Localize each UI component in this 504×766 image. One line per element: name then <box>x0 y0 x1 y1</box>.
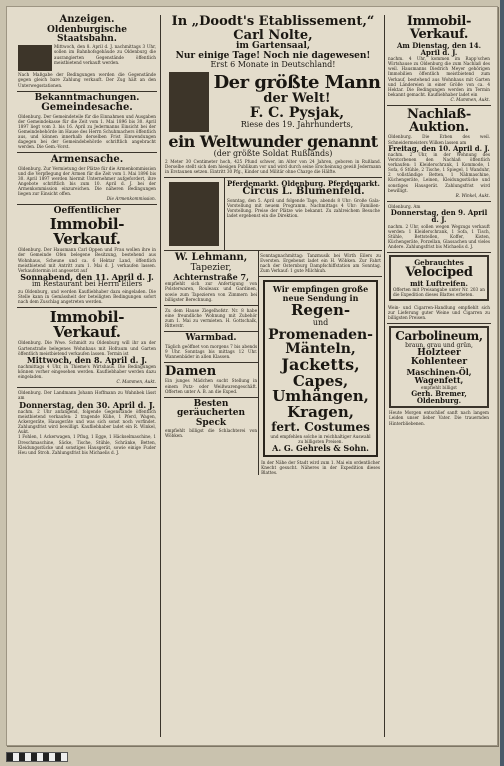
horse-rider-image <box>169 182 219 246</box>
ad-item: Holzteer <box>417 347 461 358</box>
ad-location: im Restaurant bei Herrn Eilers <box>31 280 143 289</box>
ad-tagline: neue Sendung in <box>282 293 359 304</box>
ad-rooms: Zu dem Hause Ziegelhofstr. Nr. 8 habe eine freundliche Wohnung mit Zubehör zum 1. Mai zu vermieten. H. Gottschalk, Ritterstr. <box>164 306 258 332</box>
ad-signature: R. Winkel, Aukt. <box>455 192 490 198</box>
column-left <box>17 13 157 739</box>
ad-estate-auction: Nachlaß-Auktion. Oldenburg. Die Erben des weil. Schneidermeisters Wilken lassen am Freitag, den 10. April d. J. nachm. 2 Uhr, in der Wohnung des Verstorbenen den Nachlaß öffentlich verkaufen: 1 Kleiderschrank, 1 Kommode, 1 Sofa, 6 Stühle, 2 Tische, 1 Spiegel, 1 Wanduhr, 2 vollständige Betten, 1 Nähmaschine, Küchengeräte, Leinen, Kleidungsstücke und sonstiges Hausgerät. Zahlungsfrist wird bewilligt. R. Winkel, Aukt. <box>387 106 491 202</box>
column-rule <box>160 15 161 737</box>
ad-title: Carbolineum, <box>395 329 483 344</box>
ad-signature: Die Armenkommission. <box>106 196 156 202</box>
scan-margin <box>0 750 504 766</box>
ad-municipal: Bekanntmachungen. Gemeindesache. Oldenburg. Der Gemeindeteile für die Einnahmen und Ausgaben der Gemeindekasse für die Zeit vom 1. Mai 1896 bis 30. April 1897 liegt vom 3. bis 16. April zu Jedermanns Einsicht bei der Gemeindebehörde im Hause des Herrn Schuhmachers öffentlich aus, und können innerhalb derselben Frist Einwendungen dagegen bei der Gemeindebehörde schriftlich angebracht werden. Die Gem.-Vorst. <box>17 92 157 154</box>
ad-title: Nachlaß-Auktion. <box>407 106 471 136</box>
ad-title: Armensache. <box>50 154 124 166</box>
ad-tagline: Nur einige Tage! Noch nie dagewesen! <box>175 50 371 61</box>
ad-warmbad: Warmbad. Täglich geöffnet von morgens 7 bis abends 9 Uhr. Sonntags bis mittags 12 Uhr. Wannenbäder in allen Klassen. <box>164 332 258 363</box>
ad-small-notice: Wein- und Cigarren-Handlung empfiehlt sich zur Lieferung guter Weine und Cigarren zu billigsten Preisen. <box>387 303 491 324</box>
ad-title: Immobil-Verkauf. <box>406 14 472 43</box>
ad-item: Kragen, <box>287 403 354 422</box>
ad-item: Maschinen-Öl, <box>406 366 472 377</box>
ad-item: Regen- <box>290 301 351 319</box>
ad-tagline: Wir empfingen große <box>272 284 369 295</box>
ad-title: Bekanntmachungen. <box>34 92 140 103</box>
locomotive-image <box>18 45 52 71</box>
ad-item: Kohlenteer <box>410 357 468 368</box>
scan-edge <box>500 0 504 766</box>
ad-date: Am Dienstag, den 14. April d. J. <box>396 40 482 57</box>
ad-title: W. Lehmann, <box>174 252 248 264</box>
ad-title: Warmbad. <box>185 333 237 344</box>
ad-property-sale-2: Immobil-Verkauf. Oldenburg. Die Wwe. Schmidt zu Oldenburg will ihr an der Gartenstraße belegenes Wohnhaus mit Hofraum und Garten öffentlich meistbietend verkaufen lassen. Termin ist Mittwoch, den 8. April d. J. nachmittags 4 Uhr, in Thieme's Wirtshaus. Die Bedingungen können vorher eingesehen werden. Kaufliebhaber werden dazu eingeladen. C. Mammen, Aukt. <box>17 308 157 389</box>
ad-title: Velociped <box>405 265 473 281</box>
ad-date: Donnerstag, den 9. April d. J. <box>390 207 488 225</box>
ad-upholsterer: W. Lehmann, Tapezier, Achternstraße 7, empfiehlt sich zur Anfertigung von Polsterwaren, Rouleaux und Gardinen, sowie zum Tapezieren von Zimmern bei billigster Berechnung. <box>164 251 258 306</box>
color-scale-bar <box>6 752 68 762</box>
ad-auction-livestock: Oldenburg. Der Landmann Johann Hoffmann zu Wahnbek lässt am Donnerstag, den 30. April d. J. nachm. 2 Uhr anfangend, folgende Gegenstände öffentlich meistbietend verkaufen: 2 tragende Kühe, 1 Pferd, Wagen, Ackergeräte, Hausgeräte und was sich sonst noch vorfindet. Zahlungsfrist wird bewilligt. Kaufliebhaber ladet ein R. Winkel, Aukt. 1 Fohlen, 1 Ackerwagen, 1 Pflug, 1 Egge, 1 Häckselmaschine, 1 Dreschmaschine, Säcke, Tische, Stühle, Schränke, Betten, Kleidungsstücke und sonstiges Hausgerät, sowie einige Fuder Heu und Stroh. Zahlungsfrist bis Michaelis d. J. <box>18 390 156 455</box>
ad-signature: C. Mammen, Aukt. <box>116 379 156 385</box>
ad-tagline: (der größte Soldat Rußlands) <box>213 148 333 158</box>
column-right: Immobil-Verkauf. Am Dienstag, den 14. April d. J. nachm. 4 Uhr, kommen im Rapp'schen Wirtshause zu Oldenburg die zum Nachlaß des weil. Hausmanns Diedrich Meyer gehörigen Immobilien öffentlich meistbietend zum Verkauf, bestehend aus Wohnhaus mit Garten und Ländereien in einer Größe von ca. 4 Hektar. Die Bedingungen werden im Termin bekannt gemacht. Kaufliebhaber ladet ein C. Mammen, Aukt. Nachlaß-Auktion. Oldenburg. Die Erben des weil. Schneidermeisters Wilken lassen am Freitag, den 10. April d. J. nachm. 2 Uhr, in der Wohnung des Verstorbenen den Nachlaß öffentlich verkaufen: 1 Kleiderschrank, 1 Kommode, 1 Sofa, 6 Stühle, 2 Tische, 1 Spiegel, 1 Wanduhr, 2 vollständige Betten, 1 Nähmaschine, Küchengeräte, Leinen, Kleidungsstücke und sonstiges Hausgerät. Zahlungsfrist wird bewilligt. R. Winkel, Aukt. Oldenburg. Am Donnerstag, den 9. April d. J. nachm. 2 Uhr, sollen wegen Wegzugs verkauft werden: 1 Kleiderschrank, 1 Sofa, 1 Tisch, Stühle, Bettstellen, Koffer, Kisten, Küchengeräte, Porzellan, Glassachen und vieles Andere. Zahlungsfrist bis Michaelis d. J. Gebrauchtes Velociped mit Luftreifen. Offerten mit Preisangabe unter Nr. 203 an die Expedition dieses Blattes erbeten. Wein- und Cigarren-Handlung empfiehlt sich zur Lieferung guter Weine und Cigarren zu billigsten Preisen. Carbolineum, braun, grau und grün, Holzteer Kohlenteer Maschinen-Öl, Wagenfett, empfiehlt billigst Gerh. Bremer, Oldenburg. Heute Morgen entschlief sanft nach langem Leiden unser lieber Vater. Die trauernden Hinterbliebenen. <box>388 14 490 426</box>
ad-big-title: ein Weltwunder genannt <box>168 131 378 151</box>
ad-item: Wagenfett, <box>414 375 464 386</box>
ad-date: Freitag, den 10. April d. J. <box>388 143 490 153</box>
ad-item: fert. Costumes <box>271 419 370 434</box>
ad-item: braun, grau und grün, <box>405 341 473 349</box>
ad-clothing: Wir empfingen große neue Sendung in Regen- und Promenaden- Mänteln, Jacketts, Capes, Umhängen, Kragen, fert. Costumes und empfehlen solche in reichhaltiger Auswahl zu billigsten Preisen. A. G. Gehrels & Sohn. <box>263 280 378 457</box>
ad-date: Mittwoch, den 8. April d. J. <box>26 354 148 365</box>
ad-title: Immobil-Verkauf. <box>49 214 125 249</box>
ad-subtitle: Oldenburgische Staatsbahn. <box>47 24 127 44</box>
ad-item: Capes, <box>292 371 349 390</box>
ad-person-name: F. C. Pysjak, <box>249 105 345 122</box>
ad-horse-illustration <box>164 178 225 250</box>
ad-notices: Sonntagnachmittag: Tanzmusik bei Wirth Eilers zu Eversten. Ergebenst ladet ein H. Wöbken. Zur Fahrt nach der Osternburg Dampfschiffstation am Sonntag. Zum Verkauf: 1 gute Milchkuh. <box>259 251 382 277</box>
ad-location: im Gartensaal, <box>235 41 311 52</box>
ad-subtitle: Gemeindesache. <box>41 102 133 114</box>
ad-item: Promenaden- <box>268 326 373 343</box>
ad-subtitle: Oeffentlicher <box>53 206 121 217</box>
column-rule <box>384 15 385 737</box>
ad-item: Jacketts, <box>281 354 360 374</box>
ad-item: und <box>312 317 329 327</box>
ad-headline: In „Doodt's Etablissement,“ Carl Nolte, <box>171 14 375 43</box>
ad-tagline: Gebrauchtes <box>414 257 464 267</box>
ad-velocipede: Gebrauchtes Velociped mit Luftreifen. Offerten mit Preisangabe unter Nr. 203 an die Expedition dieses Blattes erbeten. <box>389 255 489 301</box>
ad-tagline: Erst 6 Monate in Deutschland! <box>210 60 336 70</box>
column-middle: In „Doodt's Etablissement,“ Carl Nolte, im Gartensaal, Nur einige Tage! Noch nie dagewesen! Erst 6 Monate in Deutschland! Der größte Mann der Welt! F. C. Pysjak, Riese des 19. Jahrhunderts, ein Weltwunder genannt (der größte Soldat Rußlands) 2 Meter 30 Centimeter hoch, 425 Pfund schwer, im Alter von 24 Jahren, geboren in Rußland. Derselbe stellt sich dem hiesigen Publikum vor und wird durch seine Erscheinung gewiß Jedermann in Erstaunen setzen. Eintritt 30 Pfg., Kinder und Militär ohne Charge die Hälfte. Pferdemarkt. Oldenburg. Pferdemarkt. Circus L. Blumenfeld. Sonntag, den 5. April und folgende Tage, abends 8 Uhr: Große Gala-Vorstellung mit neuem Programm. Nachmittags 4 Uhr: Familien-Vorstellung. Preise der Plätze wie bekannt. Zu zahlreichem Besuche ladet ergebenst ein die Direktion. W. Lehmann, Tapezier, Achternstraße 7, empfiehlt sich zur Anfertigung von Polsterwaren, Rouleaux und Gardinen, sowie zum Tapezieren von Zimmern bei billigster Berechnung. Zu dem Hause Ziegelhofstr. Nr. 8 habe eine freundliche Wohnung mit Zubehör zum 1. Mai zu vermieten. H. Gottschalk, Ritterstr. Warmbad. Täglich geöffnet von morgens 7 bis abends 9 Uhr. Sonntags bis mittags 12 Uhr. Wannenbäder in allen Klassen. Damen Ein junges Mädchen sucht Stellung in einem Putz- oder Weißwarengeschäft. Offerten unter A. B. an die Exped. Besten geräucherten Speck empfiehlt billigst die Schlachterei von Wöbken. Sonntagnachmittag: Tanzmusik bei Wirth Eilers zu Eversten. Ergebenst ladet ein H. Wöbken. Zur Fahrt nach der Osternburg Dampfschiffstation am Sonntag. Zum Verkauf: 1 gute Milchkuh. Wir empfingen große neue Sendung in Regen- und Promenaden- Mänteln, Jacketts, Capes, Umhängen, Kragen, fert. Costumes und empfehlen solche in reichhaltiger Auswahl zu billigsten Preisen. A. G. Gehrels & Sohn. In der Nähe der Stadt wird zum 1. Mai ein ordentlicher Knecht gesucht. Näheres in der Expedition dieses Blattes. <box>165 14 381 476</box>
ad-big-title: Der größte Mann <box>213 72 381 94</box>
ad-tagline: mit Luftreifen. <box>410 278 468 288</box>
ad-firm: A. G. Gehrels & Sohn. <box>272 442 369 453</box>
ad-title: Besten geräucherten Speck <box>177 398 246 428</box>
ad-address: Achternstraße 7, <box>173 271 249 282</box>
ad-giant: In „Doodt's Etablissement,“ Carl Nolte, im Gartensaal, Nur einige Tage! Noch nie dagewesen! Erst 6 Monate in Deutschland! Der größte Mann der Welt! F. C. Pysjak, Riese des 19. Jahrhunderts, ein Weltwunder genannt (der größte Soldat Rußlands) 2 Meter 30 Centimeter hoch, 425 Pfund schwer, im Alter von 24 Jahren, geboren in Rußland. Derselbe stellt sich dem hiesigen Publikum vor und wird durch seine Erscheinung gewiß Jedermann in Erstaunen setzen. Eintritt 30 Pfg., Kinder und Militär ohne Charge die Hälfte. <box>164 13 382 178</box>
ad-big-subtitle: der Welt! <box>263 91 331 107</box>
ad-item: Umhängen, <box>272 387 369 406</box>
ad-bacon: Besten geräucherten Speck empfiehlt billigst die Schlachterei von Wöbken. <box>165 398 258 439</box>
ad-railway: Anzeigen. Oldenburgische Staatsbahn. Mittwoch, den 8. April d. J. nachmittags 3 Uhr, sollen im Bahnhofsgebäude zu Oldenburg die ausrangierten Gegenstände öffentlich meistbietend verkauft werden. Nach Maßgabe der Bedingungen werden die Gegenstände gegen gleich bare Zahlung verkauft. Der Zug hält an den Unterwegsstationen. <box>17 13 157 92</box>
ad-item: Mänteln, <box>285 341 356 358</box>
ad-title: Immobil-Verkauf. <box>49 307 125 342</box>
ad-tagline: Riese des 19. Jahrhunderts, <box>240 119 354 129</box>
ad-property-sale-1: Oeffentlicher Immobil-Verkauf. Oldenburg. Der Hausmann Carl Oppen und Frau wollen ihre in der Gemeinde Ofen belegene Besitzung, bestehend aus Wohnhaus, Scheune und ca. 6 Hektar Land, öffentlich meistbietend mit Antritt zum 1. Mai d. J. verkaufen lassen. Verkaufstermin ist angesetzt auf Sonnabend, den 11. April d. J. im Restaurant bei Herrn Eilers zu Oldenburg, und werden Kaufliebhaber dazu eingeladen. Die Stelle kann in Gemässheit der beteiligten Bedingungen sofort nach dem Zuschlag angetreten werden. <box>17 205 157 308</box>
ad-firm: Gerh. Bremer, Oldenburg. <box>411 388 467 405</box>
ad-carbolineum: Carbolineum, braun, grau und grün, Holzteer Kohlenteer Maschinen-Öl, Wagenfett, empfiehlt billigst Gerh. Bremer, Oldenburg. <box>389 326 489 408</box>
newspaper-sheet <box>6 6 498 746</box>
ad-date: Donnerstag, den 30. April d. J. <box>19 399 155 410</box>
ad-poor-relief: Armensache. Oldenburg. Zur Vermietung der Plätze für die Armenkommission und die Verpflegung der Armen für die Zeit vom 1. Mai 1896 bis 30. April 1897 werden hiermit Unternehmer aufgefordert, ihre Angebote schriftlich bis zum 10. April d. J. bei der Armenkommission einzureichen. Die näheren Bedingungen liegen zur Einsicht offen. Die Armenkommission. <box>17 153 157 205</box>
ad-title: Anzeigen. <box>59 14 115 25</box>
ad-title: Circus L. Blumenfeld. <box>242 186 365 198</box>
ad-title: Damen <box>165 363 217 379</box>
giant-image <box>169 72 209 132</box>
ad-damen: Damen Ein junges Mädchen sucht Stellung in einem Putz- oder Weißwarengeschäft. Offerten unter A. B. an die Exped. <box>164 363 258 398</box>
ad-circus: Pferdemarkt. Oldenburg. Pferdemarkt. Circus L. Blumenfeld. Sonntag, den 5. April und folgende Tage, abends 8 Uhr: Große Gala-Vorstellung mit neuem Programm. Nachmittags 4 Uhr: Familien-Vorstellung. Preise der Plätze wie bekannt. Zu zahlreichem Besuche ladet ergebenst ein die Direktion. <box>227 179 380 219</box>
ad-auction-household: Oldenburg. Am Donnerstag, den 9. April d. J. nachm. 2 Uhr, sollen wegen Wegzugs verkauft werden: 1 Kleiderschrank, 1 Sofa, 1 Tisch, Stühle, Bettstellen, Koffer, Kisten, Küchengeräte, Porzellan, Glassachen und vieles Andere. Zahlungsfrist bis Michaelis d. J. <box>387 202 491 253</box>
ad-date: Sonnabend, den 11. April d. J. <box>20 271 154 282</box>
ad-subtitle: Pferdemarkt. Oldenburg. Pferdemarkt. <box>227 179 380 189</box>
ad-signature: C. Mammen, Aukt. <box>450 96 490 102</box>
ad-subtitle: Tapezier, <box>190 262 232 273</box>
ad-property-sale-3: Immobil-Verkauf. Am Dienstag, den 14. April d. J. nachm. 4 Uhr, kommen im Rapp'schen Wirtshause zu Oldenburg die zum Nachlaß des weil. Hausmanns Diedrich Meyer gehörigen Immobilien öffentlich meistbietend zum Verkauf, bestehend aus Wohnhaus mit Garten und Ländereien in einer Größe von ca. 4 Hektar. Die Bedingungen werden im Termin bekannt gemacht. Kaufliebhaber ladet ein C. Mammen, Aukt. <box>387 13 491 106</box>
